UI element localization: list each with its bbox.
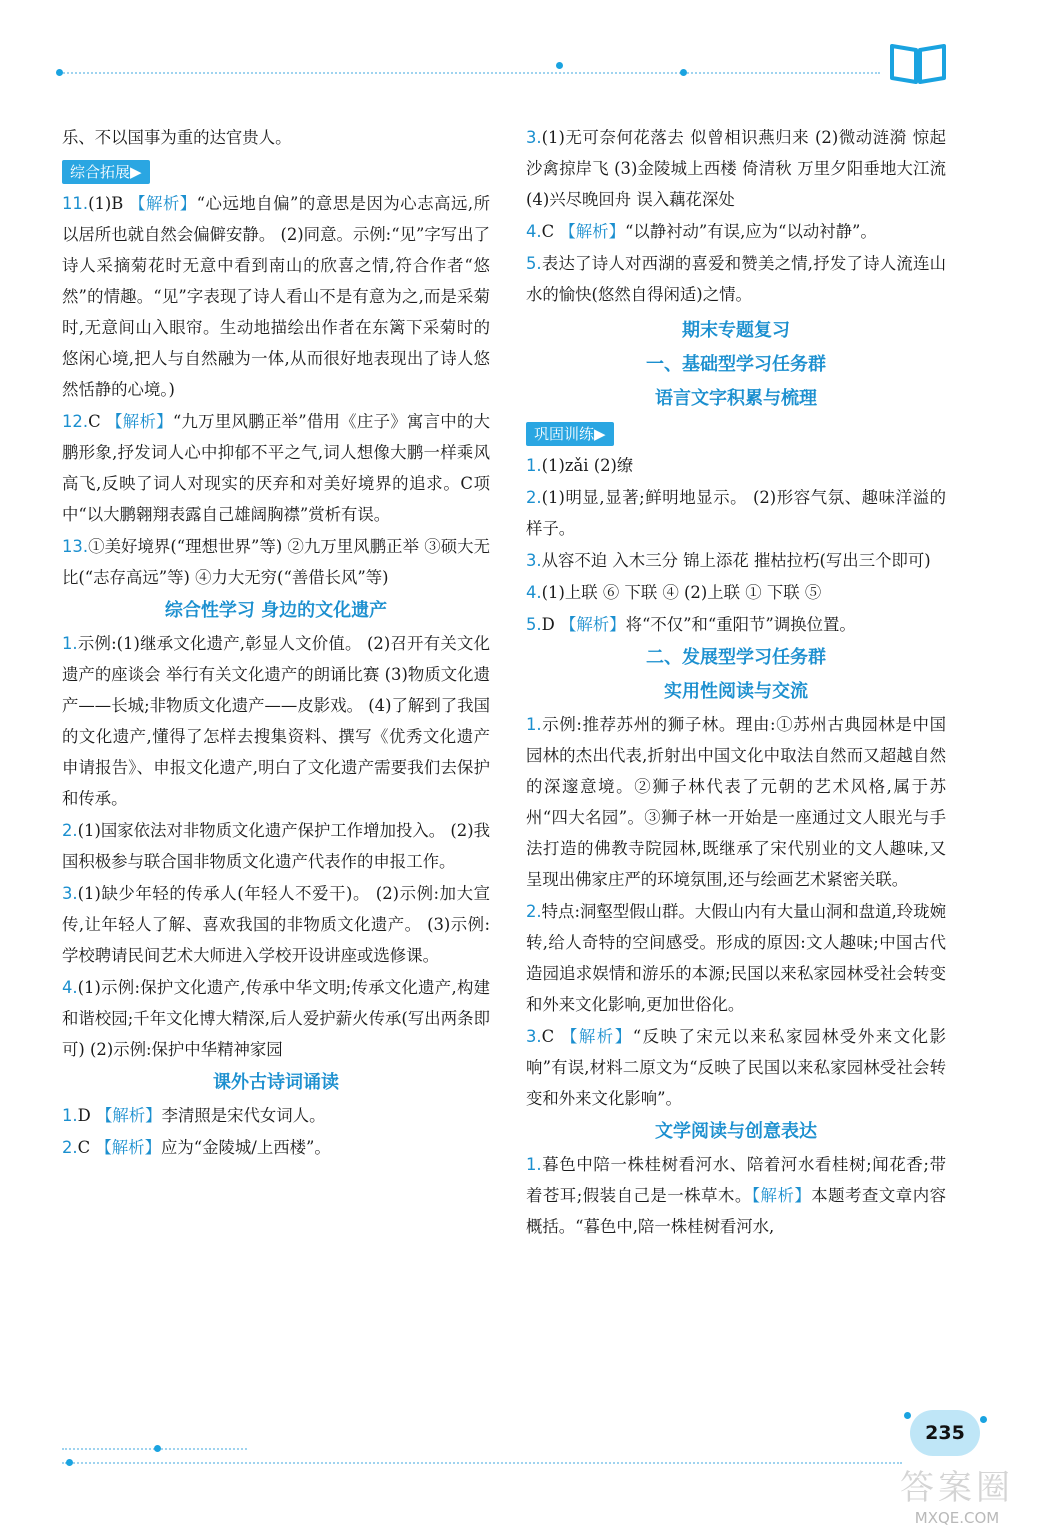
analysis-label: 【解析】 <box>751 1186 812 1205</box>
answer-item: 2.(1)明显,显著;鲜明地显示。 (2)形容气氛、趣味洋溢的样子。 <box>526 488 946 538</box>
answer-item: 13.①美好境界(“理想世界”等) ②九万里风鹏正举 ③硕大无比(“志存高远”等) ④力大无穷(“善借长风”等) <box>62 537 490 587</box>
rule-dot <box>56 69 63 76</box>
section-tag: 综合拓展▶ <box>62 160 150 184</box>
right-column <box>526 122 946 1243</box>
answer-item: 5.表达了诗人对西湖的喜爱和赞美之情,抒发了诗人流连山水的愉快(悠然自得闲适)之情。 <box>526 254 946 304</box>
answer-item: 4.(1)上联 ⑥ 下联 ④ (2)上联 ① 下联 ⑤ <box>526 583 822 602</box>
answer-item: 1.暮色中陪一株桂树看河水、陪着河水看桂树;闻花香;带着苍耳;假装自己是一株草木。【解析】本题考查文章内容概括。“暮色中,陪一株桂树看河水, <box>526 1155 946 1236</box>
answer-item: 4.(1)示例:保护文化遗产,传承中华文明;传承文化遗产,构建和谐校园;千年文化博大精深,后人爱护薪火传承(写出两条即可) (2)示例:保护中华精神家园 <box>62 978 490 1059</box>
rule-dot <box>680 69 687 76</box>
section-heading: 期末专题复习 <box>682 320 790 341</box>
open-book-icon <box>888 38 948 86</box>
answer-item: 2.特点:洞壑型假山群。大假山内有大量山洞和盘道,玲珑婉转,给人奇特的空间感受。形成的原因:文人趣味;中国古代造园追求娱情和游乐的本源;民国以来私家园林受社会转变和外来文化影响,更加世俗化。 <box>526 902 946 1014</box>
analysis-label: 【解析】 <box>560 1027 633 1046</box>
section-heading: 文学阅读与创意表达 <box>655 1121 817 1142</box>
bottom-dotted-rule <box>62 1462 902 1464</box>
rule-dot <box>154 1445 161 1452</box>
left-column <box>62 122 490 1164</box>
rule-dot <box>556 62 563 69</box>
analysis-label: 【解析】 <box>129 194 197 213</box>
rule-dot <box>66 1459 73 1466</box>
section-heading: 实用性阅读与交流 <box>664 681 808 702</box>
answer-item: 2.(1)国家依法对非物质文化遗产保护工作增加投入。 (2)我国积极参与联合国非物质文化遗产代表作的申报工作。 <box>62 821 490 871</box>
answer-item: 3.从容不迫 入木三分 锦上添花 摧枯拉朽(写出三个即可) <box>526 551 931 570</box>
answer-item: 1.示例:推荐苏州的狮子林。理由:①苏州古典园林是中国园林的杰出代表,折射出中国文化中取法自然而又超越自然的深邃意境。②狮子林代表了元朝的艺术风格,属于苏州“四大名园”。③狮子林一开始是一座通过文人眼光与手法打造的佛教寺院园林,既继承了宋代别业的文人趣味,又呈现出佛家庄严的环境氛围,还与绘画艺术紧密关联。 <box>526 715 946 889</box>
rule-dot <box>980 1416 987 1423</box>
answer-item: 1.D 【解析】李清照是宋代女词人。 <box>62 1106 326 1125</box>
top-dotted-rule <box>60 72 880 74</box>
answer-item: 3.C 【解析】“反映了宋元以来私家园林受外来文化影响”有误,材料二原文为“反映了民国以来私家园林受社会转变和外来文化影响”。 <box>526 1027 946 1108</box>
answer-item: 2.C 【解析】应为“金陵城/上西楼”。 <box>62 1138 331 1157</box>
watermark-logo: 答案圈 MXQE.COM <box>900 1468 1014 1527</box>
section-heading: 一、基础型学习任务群 <box>646 354 826 375</box>
answer-item: 3.(1)缺少年轻的传承人(年轻人不爱干)。 (2)示例:加大宣传,让年轻人了解、喜欢我国的非物质文化遗产。 (3)示例:学校聘请民间艺术大师进入学校开设讲座或选修课。 <box>62 884 490 965</box>
page-number: 235 <box>910 1410 980 1456</box>
text-line: 乐、不以国事为重的达官贵人。 <box>62 128 292 147</box>
answer-item: 5.D 【解析】将“不仅”和“重阳节”调换位置。 <box>526 615 856 634</box>
answer-item: 4.C 【解析】“以静衬动”有误,应为“以动衬静”。 <box>526 222 877 241</box>
analysis-label: 【解析】 <box>95 1138 161 1157</box>
analysis-label: 【解析】 <box>96 1106 162 1125</box>
analysis-label: 【解析】 <box>559 222 625 241</box>
section-heading: 语言文字积累与梳理 <box>655 388 817 409</box>
section-heading: 二、发展型学习任务群 <box>646 647 826 668</box>
analysis-label: 【解析】 <box>560 615 626 634</box>
answer-item: 12.C 【解析】“九万里风鹏正举”借用《庄子》寓言中的大鹏形象,抒发词人心中抑郁不平之气,词人想像大鹏一样乘风高飞,反映了词人对现实的厌弃和对美好境界的追求。C项中“以大鹏翱翔表露自己雄阔胸襟”赏析有误。 <box>62 412 490 524</box>
answer-item: 3.(1)无可奈何花落去 似曾相识燕归来 (2)微动涟漪 惊起沙禽掠岸飞 (3)金陵城上西楼 倚清秋 万里夕阳垂地大江流 (4)兴尽晚回舟 误入藕花深处 <box>526 128 946 209</box>
answer-item: 11.(1)B 【解析】“心远地自偏”的意思是因为心志高远,所以居所也就自然会偏僻安静。 (2)同意。示例:“见”字写出了诗人采摘菊花时无意中看到南山的欣喜之情,符合作者“悠然”的情趣。“见”字表现了诗人看山不是有意为之,而是采菊时,无意间山入眼帘。生动地描绘出作者在东篱下采菊时的悠闲心境,把人与自然融为一体,从而很好地表现出了诗人悠然恬静的心境。) <box>62 194 490 399</box>
answer-item: 1.(1)zǎi (2)缭 <box>526 456 634 475</box>
answer-item: 1.示例:(1)继承文化遗产,彰显人文价值。 (2)召开有关文化遗产的座谈会 举行有关文化遗产的朗诵比赛 (3)物质文化遗产——长城;非物质文化遗产——皮影戏。 (4)了解到了我国的文化遗产,懂得了怎样去搜集资料、撰写《优秀文化遗产申请报告》、申报文化遗产,明白了文化遗产需要我们去保护和传承。 <box>62 634 490 808</box>
section-tag: 巩固训练▶ <box>526 422 614 446</box>
analysis-label: 【解析】 <box>106 412 173 431</box>
section-heading: 综合性学习 身边的文化遗产 <box>164 600 388 621</box>
rule-dot <box>904 1412 911 1419</box>
section-heading: 课外古诗词诵读 <box>213 1072 339 1093</box>
